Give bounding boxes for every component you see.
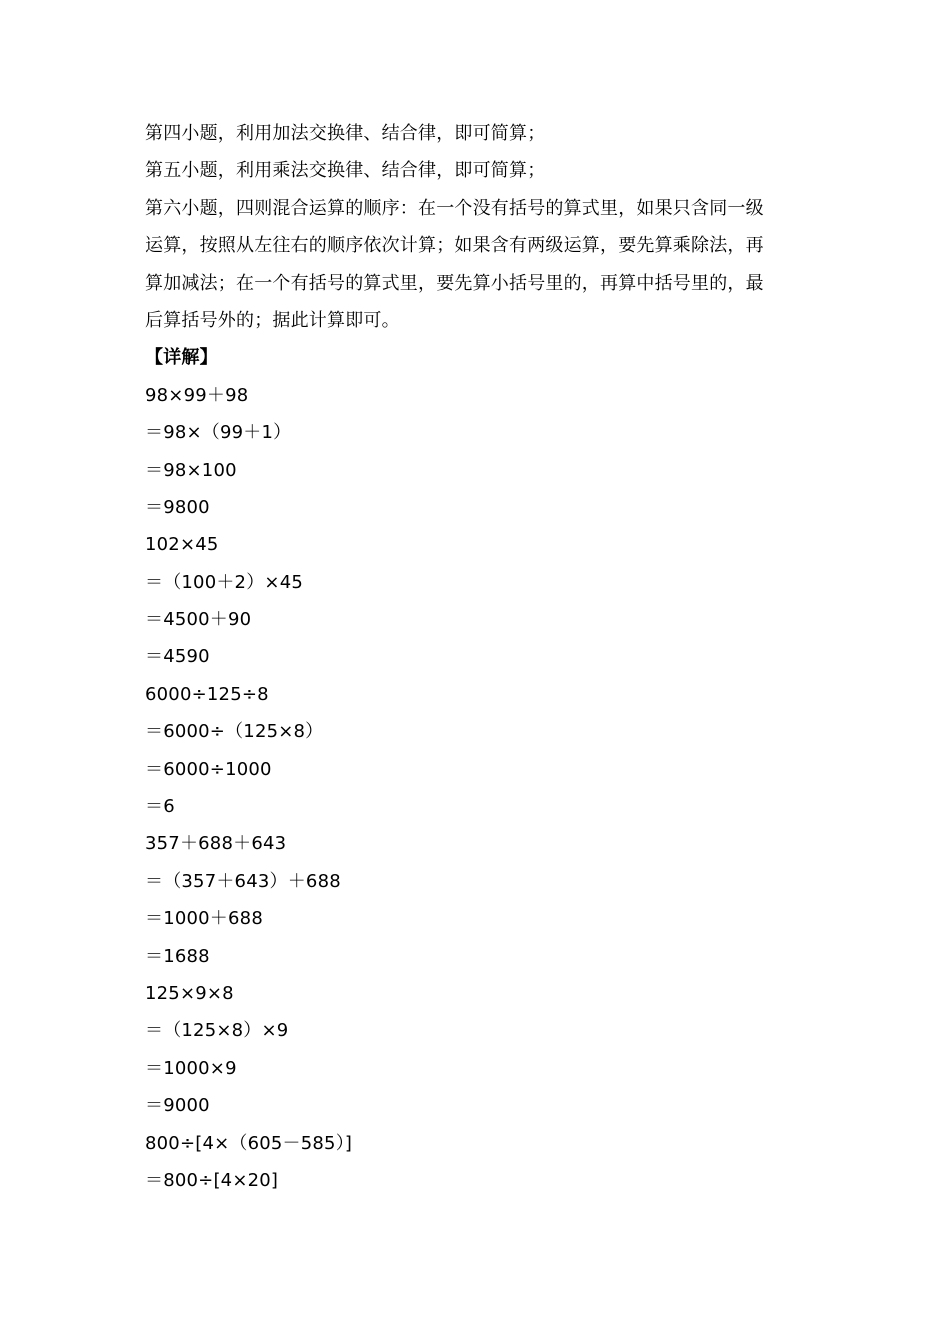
calc-step: 6000÷125÷8 — [145, 683, 269, 705]
analysis-line: 后算括号外的；据此计算即可。 — [145, 309, 400, 331]
calc-step: ＝（125×8）×9 — [145, 1020, 289, 1042]
analysis-line: 算加减法；在一个有括号的算式里，要先算小括号里的，再算中括号里的，最 — [145, 272, 764, 294]
analysis-line: 运算，按照从左往右的顺序依次计算；如果含有两级运算，要先算乘除法，再 — [145, 235, 764, 257]
calc-step: ＝（100＋2）×45 — [145, 571, 303, 593]
calc-step: ＝1000×9 — [145, 1057, 237, 1079]
calc-step: ＝6 — [145, 796, 175, 818]
calc-step: ＝4590 — [145, 646, 210, 668]
calc-step: 102×45 — [145, 534, 219, 556]
calc-step: 357＋688＋643 — [145, 833, 287, 855]
calc-step: ＝98×（99＋1） — [145, 422, 292, 444]
calc-step: ＝9000 — [145, 1095, 210, 1117]
calc-step: ＝4500＋90 — [145, 609, 252, 631]
calc-step: 800÷[4×（605－585）] — [145, 1132, 353, 1154]
calc-step: 98×99＋98 — [145, 384, 249, 406]
calc-step: ＝1688 — [145, 945, 210, 967]
calc-step: ＝800÷[4×20] — [145, 1169, 279, 1191]
analysis-line: 第四小题，利用加法交换律、结合律，即可简算； — [145, 123, 546, 144]
calc-step: ＝98×100 — [145, 459, 237, 481]
analysis-line: 第六小题，四则混合运算的顺序：在一个没有括号的算式里，如果只含同一级 — [145, 197, 764, 219]
document-page — [145, 115, 805, 1199]
detail-heading: 【详解】 — [145, 347, 218, 369]
calc-step: ＝9800 — [145, 496, 210, 518]
calc-step: ＝6000÷（125×8） — [145, 721, 324, 743]
calc-step: ＝（357＋643）＋688 — [145, 870, 341, 892]
calc-step: ＝1000＋688 — [145, 908, 263, 930]
calc-step: 125×9×8 — [145, 982, 234, 1004]
calc-step: ＝6000÷1000 — [145, 758, 272, 780]
analysis-line: 第五小题，利用乘法交换律、结合律，即可简算； — [145, 160, 546, 182]
